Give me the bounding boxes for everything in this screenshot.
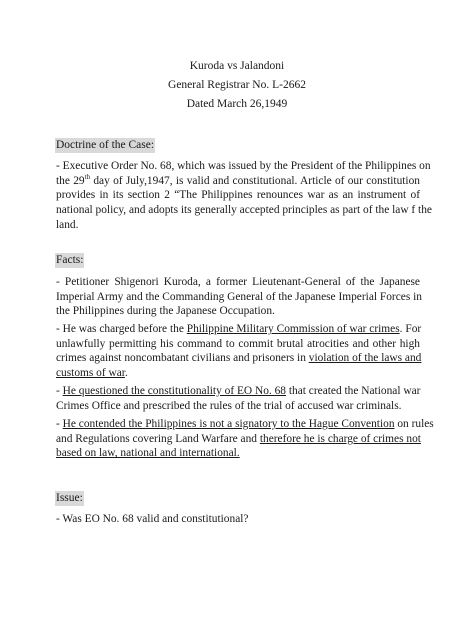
underlined-text: violation of the laws and	[308, 352, 422, 365]
facts-line: customs of war.	[56, 367, 128, 380]
title-block	[0, 57, 474, 114]
facts-line: crimes against noncombatant civilians and prisoners in violation of the laws and	[56, 352, 422, 365]
doctrine-heading: Doctrine of the Case:	[56, 139, 155, 151]
facts-heading: Facts:	[56, 254, 84, 266]
facts-paragraph-1	[56, 275, 420, 319]
facts-line: and Regulations covering Land Warfare and therefore he is charge of crimes not	[56, 432, 421, 445]
facts-line: Crimes Office and prescribed the rules of the trial of accused war criminals.	[56, 399, 402, 412]
facts-paragraph-3	[56, 384, 420, 413]
facts-line: - Petitioner Shigenori Kuroda, a former Lieutenant-General of the Japanese	[56, 276, 420, 288]
facts-paragraph-2	[56, 322, 420, 381]
case-title: Kuroda vs Jalandoni	[189, 60, 285, 72]
doctrine-line: the 29th day of July,1947, is valid and constitutional. Article of our constitution	[56, 172, 420, 187]
underlined-text: based on law, national and international.	[56, 447, 240, 460]
facts-line	[56, 446, 420, 461]
issue-paragraph	[56, 512, 420, 527]
doctrine-paragraph	[56, 159, 432, 233]
doctrine-line: national policy, and adopts its generally accepted principles as part of the law f the	[56, 204, 432, 217]
facts-line: Imperial Army and the Commanding General of the Japanese Imperial Forces in	[56, 290, 422, 303]
facts-line: unlawfully permitting his command to commit brutal atrocities and other high	[56, 337, 420, 350]
doctrine-line: provides in its section 2 “The Philippines renounces war as an instrument of	[56, 189, 420, 202]
underlined-text: customs of war	[56, 367, 125, 380]
underlined-text: He questioned the constitutionality of EO No. 68	[62, 385, 287, 397]
issue-line: - Was EO No. 68 valid and constitutional?	[56, 513, 249, 525]
facts-line: - He contended the Philippines is not a signatory to the Hague Convention on rules	[56, 418, 434, 430]
underlined-text: therefore he is charge of crimes not	[259, 432, 421, 445]
doctrine-line: land.	[56, 218, 79, 231]
issue-heading: Issue:	[56, 492, 83, 504]
facts-paragraph-4	[56, 417, 434, 461]
registrar-number: General Registrar No. L-2662	[168, 79, 306, 91]
facts-line: the Philippines during the Japanese Occupation.	[56, 305, 275, 318]
facts-line: - He questioned the constitutionality of EO No. 68 that created the National war	[56, 385, 421, 397]
underlined-text: He contended the Philippines is not a signatory to the Hague Convention	[62, 418, 395, 430]
date-line: Dated March 26,1949	[186, 98, 288, 110]
facts-line: - He was charged before the Philippine Military Commission of war crimes. For	[56, 323, 422, 335]
doctrine-line: - Executive Order No. 68, which was issued by the President of the Philippines on	[56, 160, 431, 172]
underlined-text: Philippine Military Commission of war crimes	[186, 323, 400, 335]
